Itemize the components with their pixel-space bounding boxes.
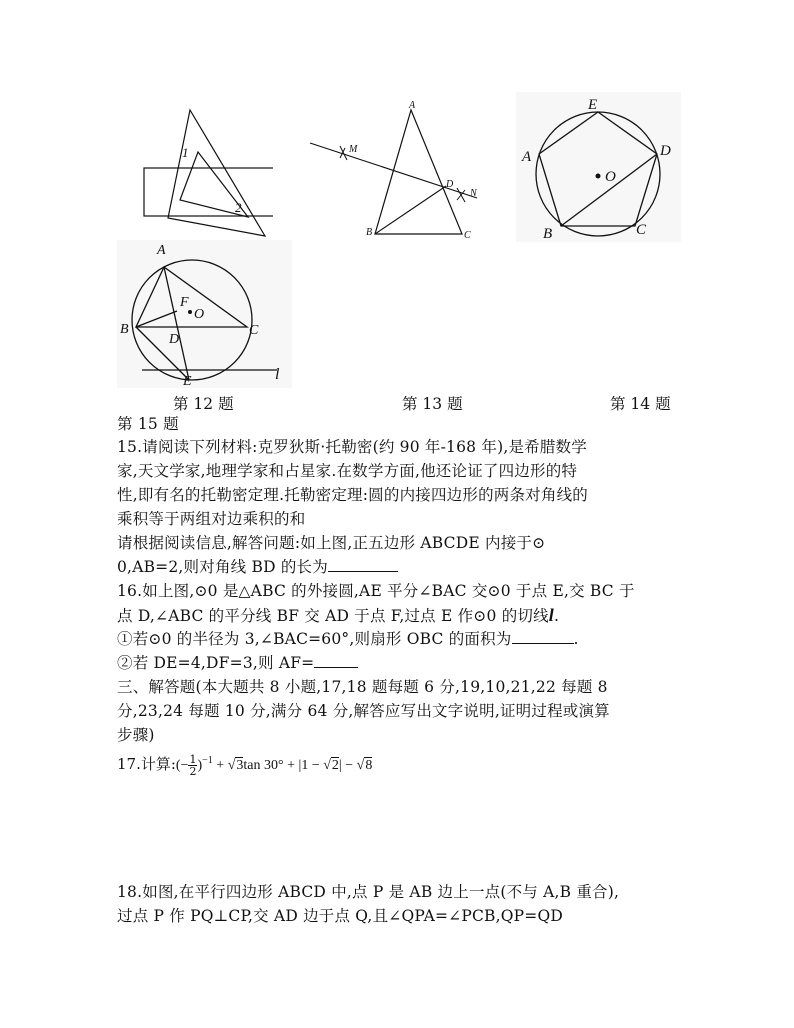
q16-line-2: [117, 604, 559, 627]
q15-line-4: 乘积等于两组对边乘积的和: [117, 510, 306, 528]
q15-line-2: 家,天文学家,地理学家和占星家.在数学方面,他还论证了四边形的特: [117, 462, 578, 480]
q15-line-3: 性,即有名的托勒密定理.托勒密定理:圆的内接四边形的两条对角线的: [117, 486, 588, 504]
q18-line-1: 18.如图,在平行四边形 ABCD 中,点 P 是 AB 边上一点(不与 A,B 重合),: [117, 883, 620, 901]
q17-paren-open: (−: [175, 758, 189, 773]
q16-line-3-text: ①若⊙0 的半径为 3,∠BAC=60°,则扇形 OBC 的面积为: [117, 630, 512, 648]
q17-sqrt3-radicand: 3: [236, 758, 244, 773]
q17-sqrt2-radicand: 2: [331, 758, 339, 773]
fig14-label-a: A: [522, 149, 532, 165]
q17-numerator: 1: [189, 752, 197, 766]
fig15-label-o: O: [194, 307, 205, 322]
fig14-label-o: O: [605, 169, 616, 185]
fig14-label-d: D: [660, 143, 671, 159]
fig14-label-e: E: [588, 97, 598, 113]
q16-line-4: [117, 652, 358, 674]
q17-label: 17.计算:: [117, 755, 176, 773]
section3-line-3: 步骤): [117, 726, 155, 744]
fig15-label-e: E: [183, 374, 192, 388]
fig12-label-1: 1: [182, 145, 189, 160]
q18-line-2: 过点 P 作 PQ⊥CP,交 AD 边于点 Q,且∠QPA=∠PCB,QP=QD: [117, 907, 563, 925]
section3-line-2: 分,23,24 每题 10 分,满分 64 分,解答应写出文字说明,证明过程或演算: [117, 702, 610, 720]
q17-expression: [117, 753, 372, 777]
q15-line-6-text: 0,AB=2,则对角线 BD 的长为: [117, 558, 328, 576]
fig15-label-l: l: [275, 366, 280, 383]
fig13-label-c: C: [464, 230, 471, 240]
q16-tangent-l: l: [548, 605, 554, 625]
q17-sqrt3: √3: [227, 758, 244, 773]
q16-line-3-end: .: [573, 630, 579, 648]
fig14-center-dot: [596, 174, 601, 179]
figure-q13: [305, 98, 495, 240]
caption-q15: 第 15 题: [117, 415, 179, 433]
fig13-bd-segment: [375, 186, 446, 234]
fig13-triangle: [375, 110, 462, 234]
q17-abs: |1 − √2|: [298, 758, 342, 773]
fig13-label-m: M: [349, 144, 358, 155]
caption-q12: 第 12 题: [173, 395, 234, 413]
q16-line-1: 16.如上图,⊙0 是△ABC 的外接圆,AE 平分∠BAC 交⊙0 于点 E,交 BC 于: [117, 582, 635, 600]
fig15-label-c: C: [249, 323, 259, 338]
q17-abs-inner: 1 −: [301, 758, 324, 773]
fig12-label-2: 2: [235, 200, 242, 215]
q17-paren-close: ): [197, 758, 203, 773]
q16-line-2-end: .: [554, 607, 560, 625]
fig13-label-n: N: [470, 188, 477, 199]
fig12-rectangle: [144, 168, 273, 216]
q17-plus-2: +: [283, 758, 299, 773]
q15-line-6: [117, 556, 398, 578]
q16-line-4-text: ②若 DE=4,DF=3,则 AF=: [117, 654, 315, 672]
fig13-label-a: A: [409, 100, 416, 111]
q17-denominator: 2: [189, 764, 197, 778]
q17-plus-1: +: [212, 758, 228, 773]
q17-tan: tan 30°: [243, 758, 284, 773]
fig14-label-c: C: [636, 222, 647, 238]
fig15-center-dot: [188, 310, 192, 314]
q17-sqrt8-radicand: 8: [365, 758, 373, 773]
q17-sqrt8: √8: [356, 758, 373, 773]
q16-answer-blank-2[interactable]: [314, 653, 358, 668]
figure-q14: [516, 92, 681, 242]
figure-q12: [138, 100, 273, 240]
fig12-outer-triangle: [168, 110, 265, 236]
fig15-label-f: F: [180, 295, 189, 310]
q17-minus: −: [341, 758, 357, 773]
q16-line-2-text: 点 D,∠ABC 的平分线 BF 交 AD 于点 F,过点 E 作⊙0 的切线: [117, 607, 549, 625]
fig13-label-d: D: [446, 179, 454, 190]
figure-q15: [117, 240, 292, 388]
fig15-background: [117, 240, 292, 388]
q16-line-3: [117, 628, 579, 650]
fig14-background: [516, 92, 681, 242]
caption-q13: 第 13 题: [402, 395, 463, 413]
fig14-label-b: B: [543, 226, 553, 242]
fig13-arc-n: [457, 188, 465, 202]
section3-line-1: 三、解答题(本大题共 8 小题,17,18 题每题 6 分,19,10,21,22 每题 8: [117, 678, 608, 696]
caption-q14: 第 14 题: [610, 395, 671, 413]
q15-answer-blank[interactable]: [328, 557, 398, 572]
fig13-label-b: B: [366, 227, 373, 238]
q16-answer-blank-1[interactable]: [512, 629, 574, 644]
fig15-label-d: D: [169, 332, 180, 347]
q17-exponent: −1: [202, 755, 213, 766]
q15-line-1: 15.请阅读下列材料:克罗狄斯·托勒密(约 90 年-168 年),是希腊数学: [117, 438, 587, 456]
fig15-label-b: B: [120, 322, 129, 337]
fig15-label-a: A: [157, 243, 166, 258]
q15-line-5: 请根据阅读信息,解答问题:如上图,正五边形 ABCDE 内接于⊙: [117, 534, 546, 552]
